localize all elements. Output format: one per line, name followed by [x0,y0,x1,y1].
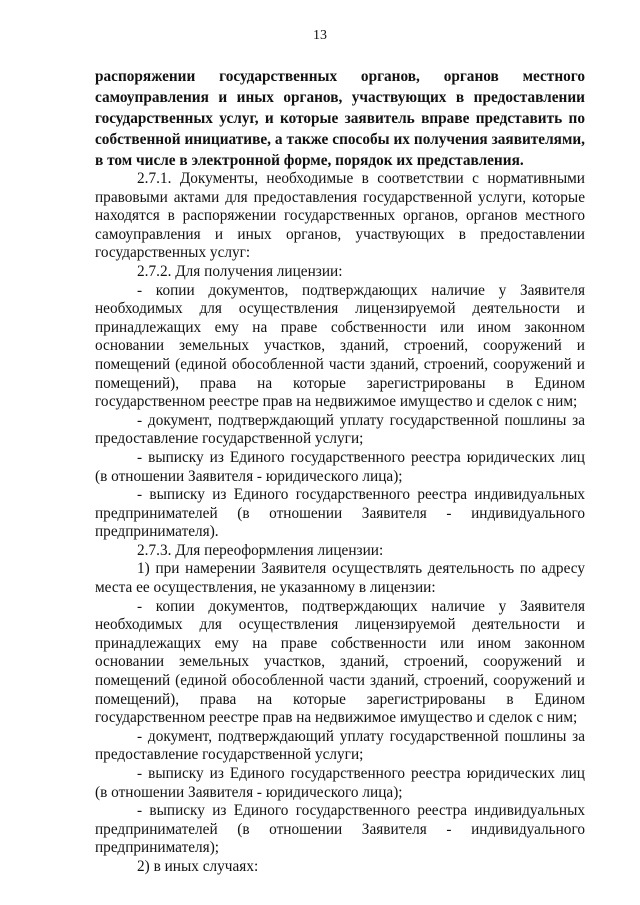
page-number: 13 [313,28,327,43]
paragraph-2-7-1: 2.7.1. Документы, необходимые в соответствии с нормативными правовыми актами для предоставления государственной услуги, которые находятся в распоряжении государственных органов, органов местного самоуправления и иных органов, участвующих в предоставлении государственных услуг: [95,170,585,262]
subparagraph-1: 1) при намерении Заявителя осуществлять деятельность по адресу места ее осуществления, не указанному в лицензии: [95,560,585,597]
paragraph-2-7-2: 2.7.2. Для получения лицензии: [137,262,343,280]
list-item: - выписку из Единого государственного реестра индивидуальных предпринимателей (в отношении Заявителя - индивидуального предпринимателя). [95,486,585,541]
list-item: - копии документов, подтверждающих наличие у Заявителя необходимых для осуществления лицензируемой деятельности и принадлежащих ему на праве собственности или ином законном основании земельных участков, зданий, строений, сооружений и помещений (единой обособленной части зданий, строений, сооружений и помещений), права на которые зарегистрированы в Едином государственном реестре прав на недвижимое имущество и сделок с ним; [95,281,585,411]
subparagraph-2: 2) в иных случаях: [137,857,259,875]
list-item: - выписку из Единого государственного реестра юридических лиц (в отношении Заявителя - юридического лица); [95,448,585,485]
list-item: - документ, подтверждающий уплату государственной пошлины за предоставление государственной услуги; [95,727,585,764]
list-item: - выписку из Единого государственного реестра юридических лиц (в отношении Заявителя - юридического лица); [95,765,585,801]
list-item: - копии документов, подтверждающих наличие у Заявителя необходимых для осуществления лицензируемой деятельности и принадлежащих ему на праве собственности или ином законном основании земельных участков, зданий, строений, сооружений и помещений (единой обособленной части зданий, строений, сооружений и помещений), права на которые зарегистрированы в Едином государственном реестре прав на недвижимое имущество и сделок с ним; [95,597,585,727]
section-heading: распоряжении государственных органов, органов местного самоуправления и иных органов, участвующих в предоставлении государственных услуг, и которые заявитель вправе представить по собственной инициативе, а также способы их получения заявителями, в том числе в электронной форме, порядок их представления. [95,68,585,169]
document-body [95,170,585,877]
list-item: - документ, подтверждающий уплату государственной пошлины за предоставление государственной услуги; [95,411,585,448]
paragraph-2-7-3: 2.7.3. Для переоформления лицензии: [137,541,384,559]
list-item: - выписку из Единого государственного реестра индивидуальных предпринимателей (в отношении Заявителя - индивидуального предпринимателя); [95,802,585,857]
